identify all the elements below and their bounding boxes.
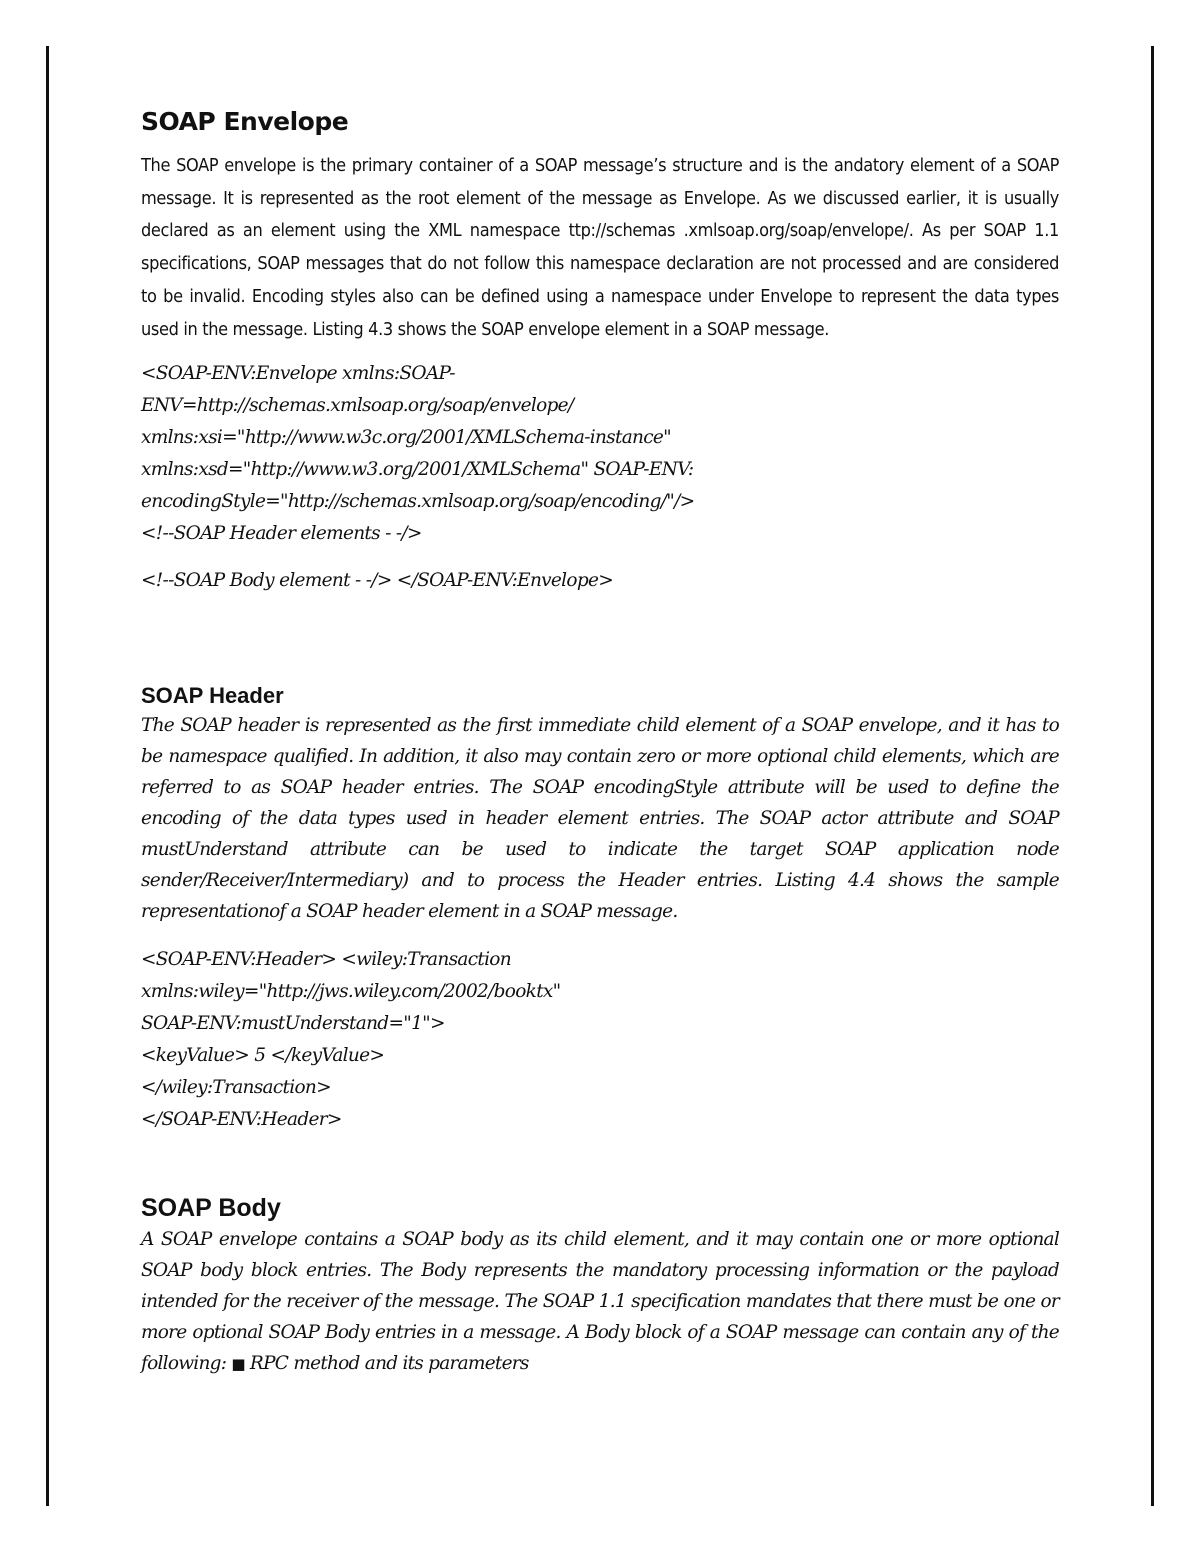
code-line: <keyValue> 5 </keyValue> xyxy=(141,1045,385,1067)
document-page xyxy=(141,104,1059,1380)
code-line: SOAP-ENV:mustUnderstand="1"> xyxy=(141,1013,445,1035)
body-paragraph-text: A SOAP envelope contains a SOAP body as its child element, and it may contain one or more optional SOAP body block entries. The Body represents the mandatory processing information or the payload intended for the receiver of the message. The SOAP 1.1 specification mandates that there must be one or more optional SOAP Body entries in a message. A Body block of a SOAP message can contain any of the following: xyxy=(141,1229,1059,1375)
code-line: <SOAP-ENV:Envelope xmlns:SOAP- xyxy=(141,363,455,385)
code-line: ENV=http://schemas.xmlsoap.org/soap/envelope/ xyxy=(141,395,574,417)
envelope-code-listing xyxy=(141,358,1059,597)
bullet-square-icon: ■ xyxy=(231,1355,245,1374)
code-line: <!--SOAP Header elements - -/> xyxy=(141,523,422,545)
header-paragraph: The SOAP header is represented as the first immediate child element of a SOAP envelope, and it has to be namespace qualified. In addition, it also may contain zero or more optional child elements, which are referred to as SOAP header entries. The SOAP encodingStyle attribute will be used to define the encoding of the data types used in header element entries. The SOAP actor attribute and SOAP mustUnderstand attribute can be used to indicate the target SOAP application node sender/Receiver/Intermediary) and to process the Header entries. Listing 4.4 shows the sample representationof a SOAP header element in a SOAP message. xyxy=(141,715,1059,923)
code-line: xmlns:xsd="http://www.w3.org/2001/XMLSchema" SOAP-ENV: xyxy=(141,459,694,481)
bullet-item-text: RPC method and its parameters xyxy=(249,1353,529,1375)
header-heading: SOAP Header xyxy=(141,683,284,709)
left-margin-rule xyxy=(46,46,49,1506)
code-line: xmlns:xsi="http://www.w3c.org/2001/XMLSchema-instance" xyxy=(141,427,671,449)
body-paragraph xyxy=(141,1224,1059,1380)
code-line: </wiley:Transaction> xyxy=(141,1077,331,1099)
envelope-paragraph: The SOAP envelope is the primary container of a SOAP message’s structure and is the andatory element of a SOAP message. It is represented as the root element of the message as Envelope. As we discussed earlier, it is usually declared as an element using the XML namespace ttp://schemas .xmlsoap.org/soap/envelope/. As per SOAP 1.1 specifications, SOAP messages that do not follow this namespace declaration are not processed and are considered to be invalid. Encoding styles also can be defined using a namespace under Envelope to represent the data types used in the message. Listing 4.3 shows the SOAP envelope element in a SOAP message. xyxy=(141,155,1059,340)
code-line: </SOAP-ENV:Header> xyxy=(141,1109,342,1131)
code-line: encodingStyle="http://schemas.xmlsoap.org/soap/encoding/"/> xyxy=(141,491,695,513)
code-line: <!--SOAP Body element - -/> </SOAP-ENV:Envelope> xyxy=(141,570,614,592)
code-line: xmlns:wiley="http://jws.wiley.com/2002/booktx" xyxy=(141,981,561,1003)
header-code-listing xyxy=(141,944,1059,1136)
body-heading: SOAP Body xyxy=(141,1194,281,1223)
right-margin-rule xyxy=(1151,46,1154,1506)
envelope-heading: SOAP Envelope xyxy=(141,107,349,136)
header-section xyxy=(141,682,1059,1136)
code-line: <SOAP-ENV:Header> <wiley:Transaction xyxy=(141,949,511,971)
envelope-section xyxy=(141,104,1059,597)
body-section xyxy=(141,1192,1059,1380)
